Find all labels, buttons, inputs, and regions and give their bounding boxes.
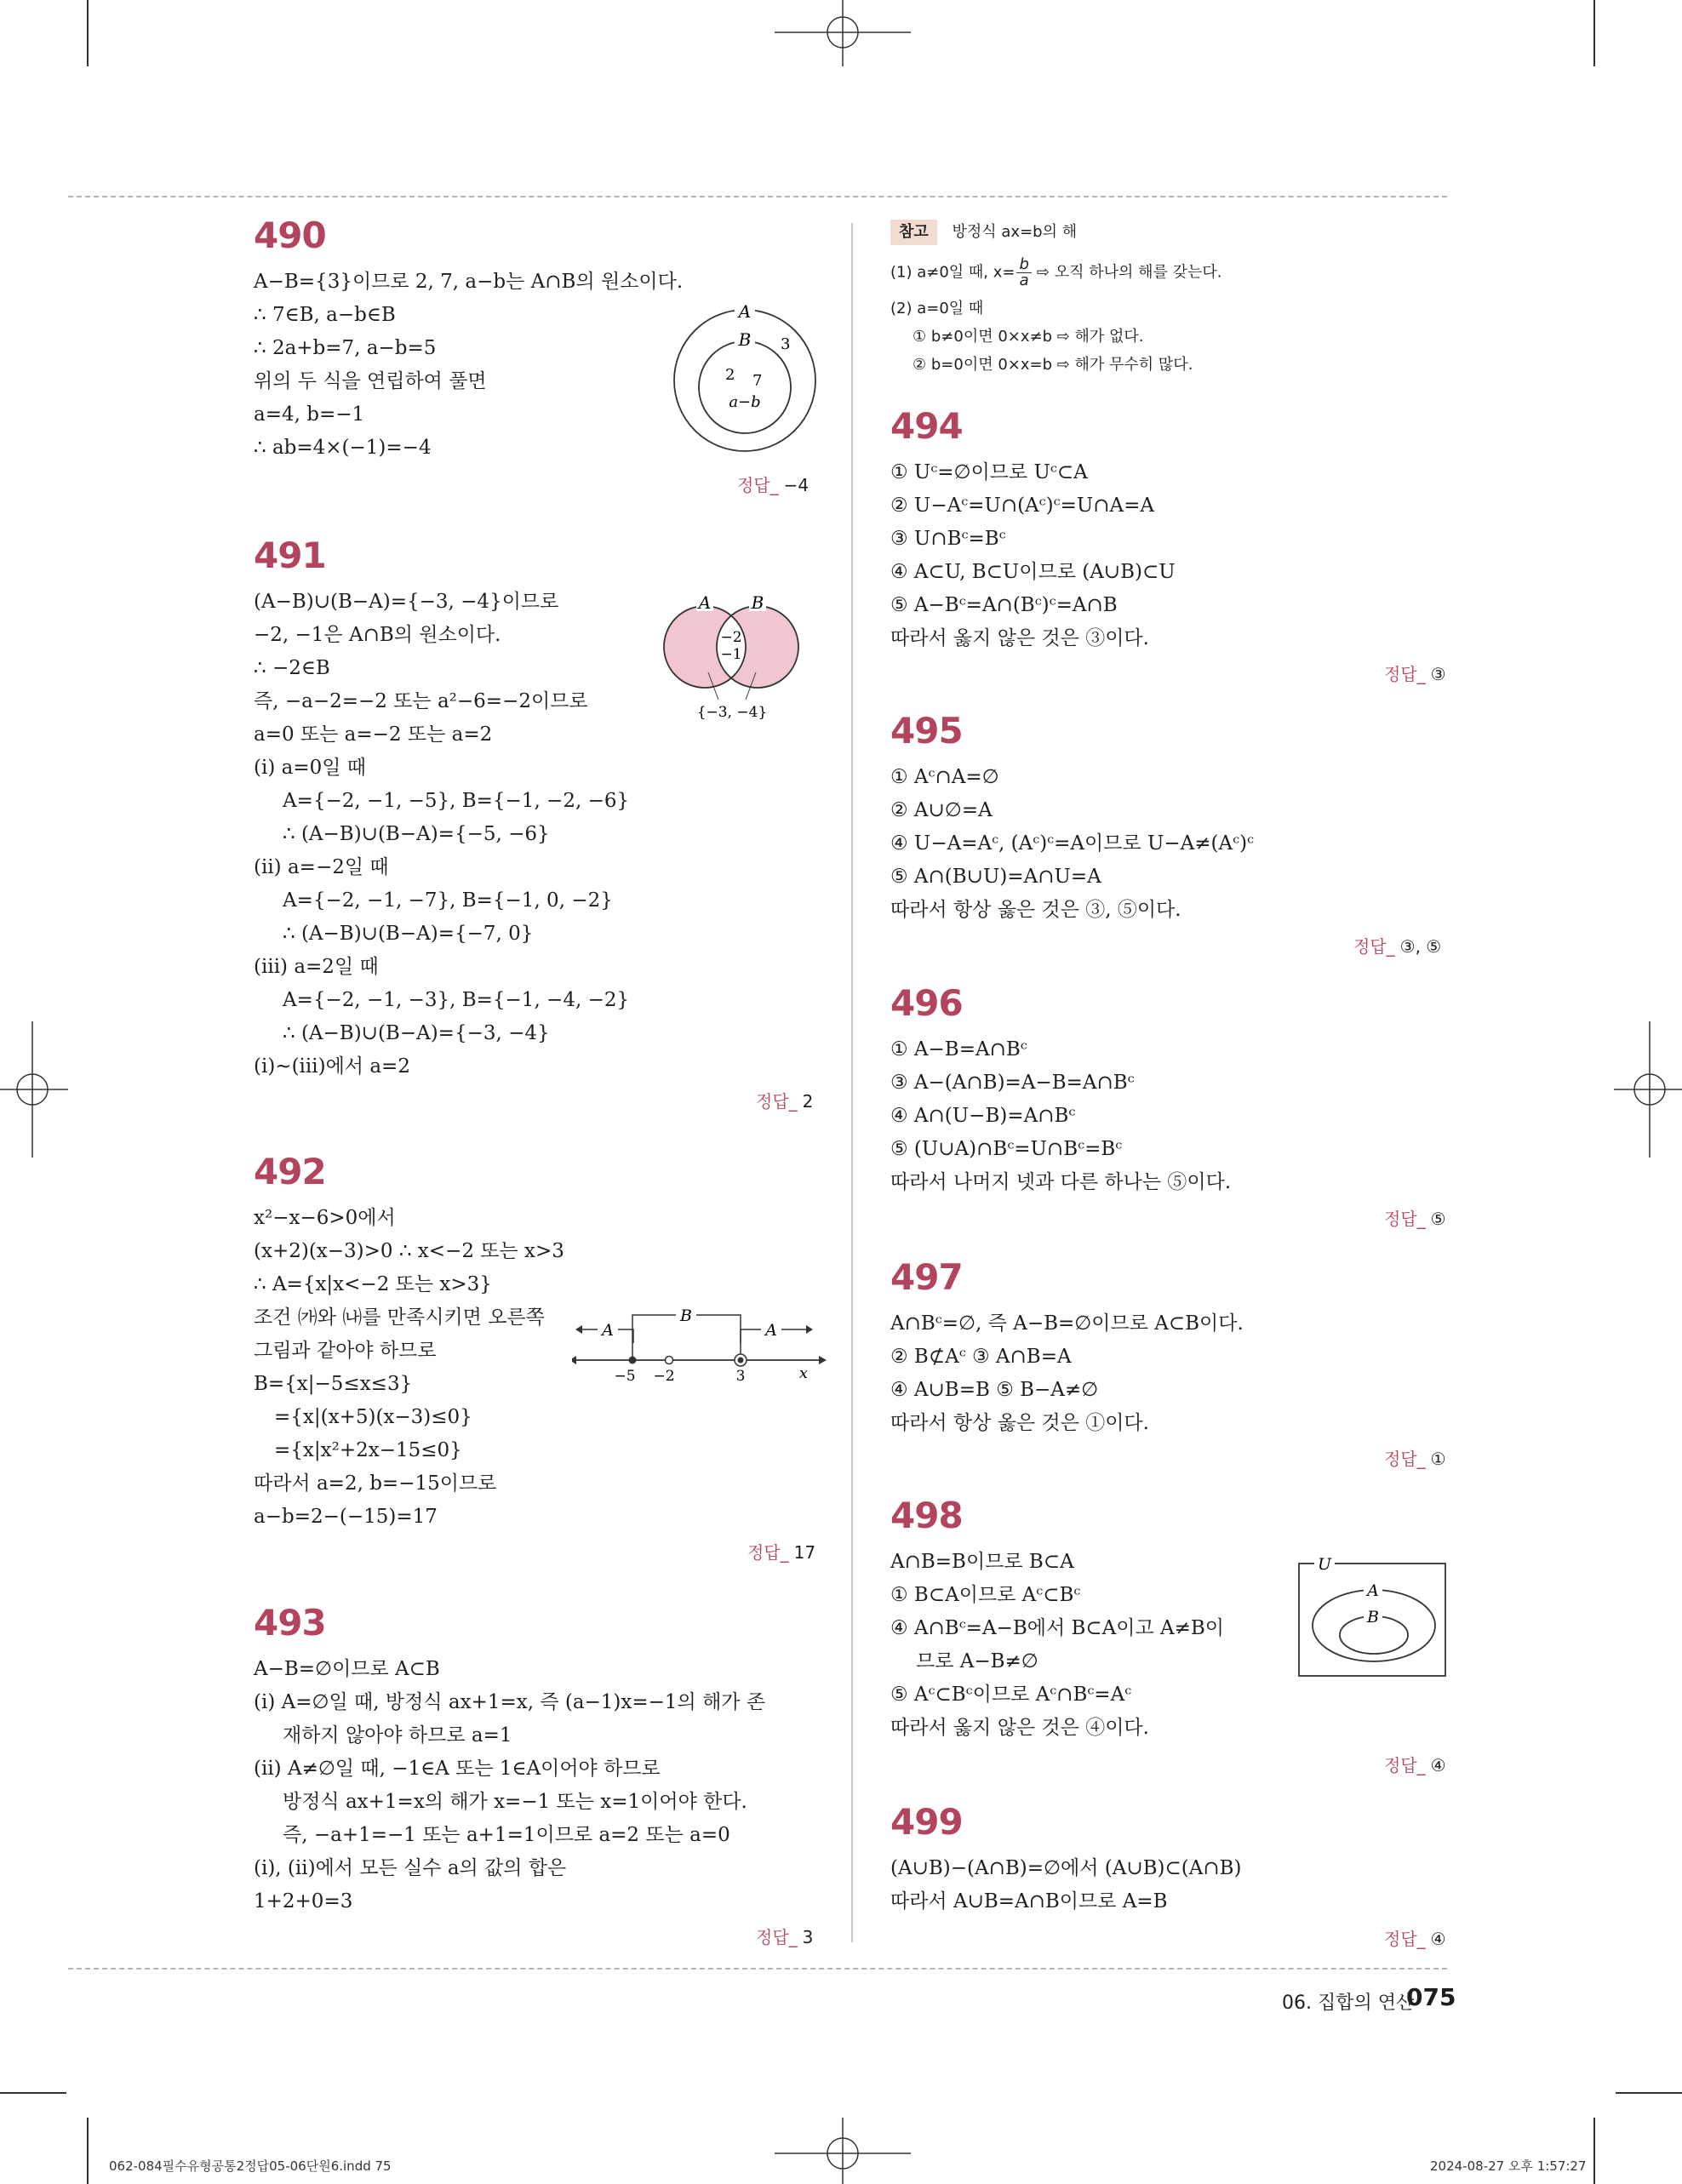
note-line: (2) a=0일 때: [890, 300, 984, 317]
label-b: B: [1367, 1608, 1379, 1627]
solution-line: ③ U∩Bᶜ=Bᶜ: [890, 528, 1006, 550]
solution-line: (ⅱ) a=−2일 때: [254, 856, 389, 878]
answer-value: 17: [793, 1542, 816, 1563]
solution-line: 따라서 옳지 않은 것은 ④이다.: [890, 1717, 1149, 1739]
registration-mark-bottom: [775, 2116, 911, 2184]
answer-value: 2: [802, 1091, 814, 1112]
solution-line: ④ A∩Bᶜ=A−B에서 B⊂A이고 A≠B이: [890, 1617, 1225, 1639]
solution-line: 조건 ㈎와 ㈏를 만족시키면 오른쪽: [254, 1306, 545, 1329]
file-slug: 062-084필수유형공통2정답05-06단원6.indd 75: [109, 2158, 392, 2174]
solution-line: 므로 A−B≠∅: [916, 1650, 1038, 1672]
label-a: A: [602, 1321, 614, 1340]
solution-line: 따라서 옳지 않은 것은 ③이다.: [890, 627, 1149, 649]
answer-value: ⑤: [1430, 1209, 1446, 1229]
chapter-title: 06. 집합의 연산: [1282, 1992, 1415, 2014]
element: 2: [725, 366, 735, 384]
solution-line: ② A∪∅=A: [890, 799, 993, 821]
fraction-numerator: b: [1016, 257, 1031, 273]
solution-line: ∴ 7∈B, a−b∈B: [254, 304, 396, 326]
solution-line: 즉, −a+1=−1 또는 a+1=1이므로 a=2 또는 a=0: [283, 1824, 730, 1846]
solution-line: 1+2+0=3: [254, 1890, 353, 1912]
solution-line: ={x|x²+2x−15≤0}: [274, 1439, 462, 1461]
element: −2: [720, 629, 742, 646]
note-line: [890, 257, 1221, 289]
label-a: A: [765, 1321, 777, 1340]
solution-line: 즉, −a−2=−2 또는 a²−6=−2이므로: [254, 690, 588, 712]
problem-number: 496: [890, 982, 963, 1024]
answer: [756, 1088, 813, 1112]
solution-line: ① Aᶜ∩A=∅: [890, 766, 999, 788]
solution-line: A={−2, −1, −7}, B={−1, 0, −2}: [283, 889, 613, 912]
solution-line: a−b=2−(−15)=17: [254, 1506, 438, 1528]
solution-line: ① B⊂A이므로 Aᶜ⊂Bᶜ: [890, 1584, 1081, 1606]
problem-number: 494: [890, 405, 963, 447]
answer: [1384, 1925, 1446, 1950]
solution-line: x²−x−6>0에서: [254, 1207, 396, 1229]
problem-number: 490: [254, 214, 326, 256]
note-tag: 참고: [890, 220, 937, 245]
answer: [1353, 933, 1441, 958]
solution-line: ={x|(x+5)(x−3)≤0}: [274, 1406, 472, 1428]
registration-mark-left: [0, 1021, 68, 1158]
solution-line: ② U−Aᶜ=U∩(Aᶜ)ᶜ=U∩A=A: [890, 495, 1154, 517]
answer-value: ④: [1430, 1755, 1446, 1775]
answer-value: 3: [802, 1927, 814, 1947]
solution-line: ④ A∪B=B ⑤ B−A≠∅: [890, 1379, 1099, 1401]
tick-label: −5: [614, 1368, 636, 1383]
problem-number: 497: [890, 1256, 963, 1298]
solution-line: (ⅰ) A=∅일 때, 방정식 ax+1=x, 즉 (a−1)x=−1의 해가 존: [254, 1691, 766, 1713]
problem-number: 492: [254, 1151, 326, 1192]
registration-mark-top: [775, 0, 911, 68]
solution-line: ④ U−A=Aᶜ, (Aᶜ)ᶜ=A이므로 U−A≠(Aᶜ)ᶜ: [890, 832, 1255, 855]
fraction: [1016, 257, 1031, 289]
registration-mark-right: [1614, 1021, 1682, 1158]
column-divider: [851, 223, 853, 1942]
solution-line: (ⅰ) a=0일 때: [254, 757, 366, 779]
solution-line: 위의 두 식을 연립하여 풀면: [254, 370, 487, 392]
label-b: B: [680, 1306, 692, 1325]
crop-mark: [0, 2092, 66, 2094]
label-u: U: [1317, 1555, 1332, 1574]
solution-line: ④ A∩(U−B)=A∩Bᶜ: [890, 1105, 1076, 1127]
solution-line: 방정식 ax+1=x의 해가 x=−1 또는 x=1이어야 한다.: [283, 1791, 747, 1813]
label-a: A: [1367, 1581, 1379, 1600]
answer: [1384, 1752, 1446, 1776]
answer: [1384, 1445, 1446, 1470]
answer-label: 정답_: [1384, 1929, 1426, 1949]
solution-line: A∩Bᶜ=∅, 즉 A−B=∅이므로 A⊂B이다.: [890, 1312, 1244, 1335]
solution-line: (A−B)∪(B−A)={−3, −4}이므로: [254, 591, 559, 613]
note-line: ① b≠0이면 0×x≠b ⇨ 해가 없다.: [913, 328, 1144, 346]
venn-diagram-490: [664, 298, 826, 460]
number-line-492: [572, 1298, 827, 1383]
answer-label: 정답_: [1353, 936, 1395, 957]
solution-line: A−B={3}이므로 2, 7, a−b는 A∩B의 원소이다.: [254, 271, 684, 293]
solution-line: ① Uᶜ=∅이므로 Uᶜ⊂A: [890, 461, 1088, 483]
element: −1: [720, 646, 742, 663]
solution-line: ∴ (A−B)∪(B−A)={−7, 0}: [283, 923, 534, 945]
axis-label: x: [798, 1364, 809, 1382]
answer-label: 정답_: [1384, 664, 1426, 684]
note-text: ⇨ 오직 하나의 해를 갖는다.: [1036, 263, 1222, 282]
solution-line: (x+2)(x−3)>0 ∴ x<−2 또는 x>3: [254, 1240, 564, 1262]
tick-label: −2: [653, 1368, 675, 1383]
answer-label: 정답_: [1384, 1209, 1426, 1229]
solution-line: A={−2, −1, −3}, B={−1, −4, −2}: [283, 989, 630, 1011]
solution-line: ∴ (A−B)∪(B−A)={−5, −6}: [283, 823, 550, 845]
answer-value: ③: [1430, 664, 1446, 684]
solution-line: ⑤ Aᶜ⊂Bᶜ이므로 Aᶜ∩Bᶜ=Aᶜ: [890, 1684, 1132, 1706]
answer-value: −4: [783, 475, 810, 495]
crop-mark: [1593, 2118, 1595, 2184]
solution-line: B={x|−5≤x≤3}: [254, 1373, 413, 1395]
problem-number: 499: [890, 1801, 963, 1843]
crop-mark: [87, 0, 89, 66]
solution-line: ③ A−(A∩B)=A−B=A∩Bᶜ: [890, 1072, 1135, 1094]
note-text: (1) a≠0일 때, x=: [890, 263, 1015, 282]
tick-label: 3: [735, 1368, 746, 1383]
element: 7: [752, 372, 763, 390]
problem-number: 493: [254, 1602, 326, 1644]
label-a: A: [738, 301, 752, 322]
solution-line: 그림과 같아야 하므로: [254, 1340, 437, 1362]
solution-line: ∴ ab=4×(−1)=−4: [254, 437, 432, 459]
bottom-dashed-rule: [68, 1968, 1447, 1970]
solution-line: ⑤ A−Bᶜ=A∩(Bᶜ)ᶜ=A∩B: [890, 594, 1118, 616]
answer-value: ①: [1430, 1449, 1446, 1469]
answer: [756, 1924, 813, 1948]
page-number: 075: [1406, 1983, 1456, 2011]
solution-line: (ⅰ), (ⅱ)에서 모든 실수 a의 값의 합은: [254, 1857, 567, 1879]
date-slug: 2024-08-27 오후 1:57:27: [1430, 2158, 1587, 2174]
label-b: B: [751, 592, 764, 613]
solution-line: ∴ 2a+b=7, a−b=5: [254, 337, 437, 359]
answer-label: 정답_: [756, 1091, 798, 1112]
element: 3: [781, 335, 791, 353]
answer: [747, 1539, 815, 1564]
solution-line: A∩B=B이므로 B⊂A: [890, 1551, 1074, 1573]
solution-line: ② B⊄Aᶜ ③ A∩B=A: [890, 1346, 1072, 1368]
crop-mark: [1616, 2092, 1682, 2094]
solution-line: 따라서 나머지 넷과 다른 하나는 ⑤이다.: [890, 1171, 1232, 1193]
answer-label: 정답_: [1384, 1755, 1426, 1775]
note-title-line: [890, 220, 1077, 245]
solution-line: ∴ A={x|x<−2 또는 x>3}: [254, 1273, 492, 1295]
solution-line: ⑤ A∩(B∪U)=A∩U=A: [890, 866, 1101, 888]
answer: [1384, 660, 1446, 685]
solution-line: (A∪B)−(A∩B)=∅에서 (A∪B)⊂(A∩B): [890, 1857, 1242, 1879]
element: a−b: [729, 393, 761, 411]
label-a: A: [698, 592, 712, 613]
answer-label: 정답_: [747, 1542, 789, 1563]
solution-line: 따라서 a=2, b=−15이므로: [254, 1472, 497, 1495]
solution-line: (ⅱ) A≠∅일 때, −1∈A 또는 1∈A이어야 하므로: [254, 1758, 661, 1780]
label-b: B: [738, 329, 752, 350]
solution-line: 따라서 항상 옳은 것은 ①이다.: [890, 1412, 1149, 1434]
answer: [737, 472, 809, 496]
solution-line: ⑤ (U∪A)∩Bᶜ=U∩Bᶜ=Bᶜ: [890, 1138, 1123, 1160]
answer: [1384, 1205, 1446, 1230]
solution-line: 따라서 항상 옳은 것은 ③, ⑤이다.: [890, 899, 1181, 921]
solution-line: ④ A⊂U, B⊂U이므로 (A∪B)⊂U: [890, 561, 1176, 583]
note-line: ② b=0이면 0×x=b ⇨ 해가 무수히 많다.: [913, 356, 1193, 374]
answer-value: ④: [1430, 1929, 1446, 1949]
solution-line: a=0 또는 a=−2 또는 a=2: [254, 723, 493, 746]
solution-line: 재하지 않아야 하므로 a=1: [283, 1724, 512, 1747]
solution-line: (ⅰ)~(ⅲ)에서 a=2: [254, 1055, 410, 1078]
solution-line: ∴ −2∈B: [254, 657, 330, 679]
top-dashed-rule: [68, 196, 1447, 197]
note-title: 방정식 ax=b의 해: [952, 223, 1078, 241]
solution-line: (ⅲ) a=2일 때: [254, 956, 379, 978]
crop-mark: [87, 2118, 89, 2184]
venn-diagram-498: [1296, 1553, 1453, 1681]
venn-diagram-491: [647, 587, 817, 732]
outer-elements: {−3, −4}: [696, 704, 768, 721]
answer-label: 정답_: [756, 1927, 798, 1947]
problem-number: 491: [254, 535, 326, 576]
answer-label: 정답_: [1384, 1449, 1426, 1469]
solution-line: ① A−B=A∩Bᶜ: [890, 1038, 1027, 1061]
problem-number: 498: [890, 1495, 963, 1536]
solution-line: A={−2, −1, −5}, B={−1, −2, −6}: [283, 790, 630, 812]
answer-label: 정답_: [737, 475, 779, 495]
crop-mark: [1593, 0, 1595, 66]
solution-line: ∴ (A−B)∪(B−A)={−3, −4}: [283, 1022, 550, 1044]
answer-value: ③, ⑤: [1399, 936, 1442, 957]
solution-line: 따라서 A∪B=A∩B이므로 A=B: [890, 1890, 1168, 1912]
problem-number: 495: [890, 710, 963, 752]
fraction-denominator: a: [1019, 272, 1029, 289]
solution-line: a=4, b=−1: [254, 403, 365, 426]
solution-line: −2, −1은 A∩B의 원소이다.: [254, 624, 501, 646]
solution-line: A−B=∅이므로 A⊂B: [254, 1658, 440, 1680]
